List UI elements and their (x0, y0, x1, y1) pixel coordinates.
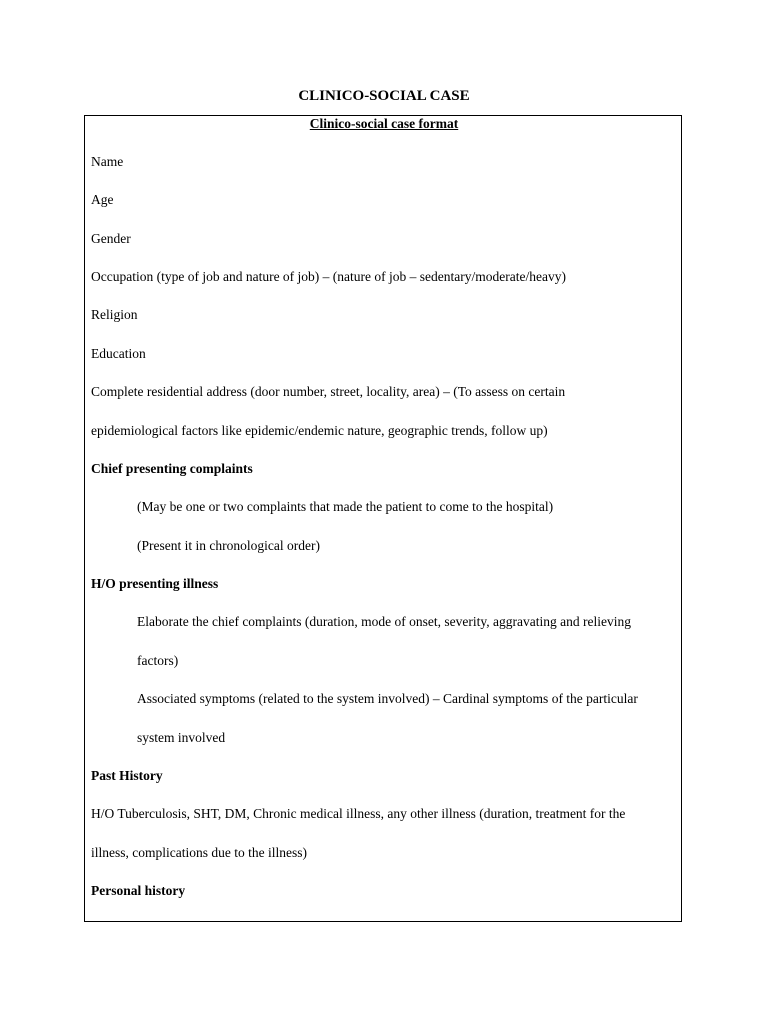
field-name: Name (91, 154, 124, 169)
presenting-illness-associated-line2: system involved (137, 730, 226, 745)
field-address-line1: Complete residential address (door number, street, locality, area) – (To assess on certain (91, 384, 566, 399)
field-gender: Gender (91, 231, 131, 246)
chief-complaints-note1: (May be one or two complaints that made the patient to come to the hospital) (137, 499, 554, 514)
chief-complaints-note2: (Present it in chronological order) (137, 538, 320, 553)
field-religion: Religion (91, 307, 138, 322)
past-history-line2: illness, complications due to the illness) (91, 845, 307, 860)
field-age: Age (91, 192, 114, 207)
field-occupation: Occupation (type of job and nature of job) – (nature of job – sedentary/moderate/heavy) (91, 269, 566, 284)
past-history-heading: Past History (91, 768, 163, 783)
personal-history-heading: Personal history (91, 883, 186, 898)
presenting-illness-heading: H/O presenting illness (91, 576, 219, 591)
format-heading: Clinico-social case format (309, 116, 459, 131)
page-title: CLINICO-SOCIAL CASE (298, 88, 470, 104)
past-history-line1: H/O Tuberculosis, SHT, DM, Chronic medical illness, any other illness (duration, treatment for the (91, 806, 626, 821)
presenting-illness-associated-line1: Associated symptoms (related to the system involved) – Cardinal symptoms of the particular (137, 691, 638, 706)
field-education: Education (91, 346, 146, 361)
presenting-illness-elaborate-line2: factors) (137, 653, 179, 668)
case-format-box (84, 115, 682, 922)
field-address-line2: epidemiological factors like epidemic/endemic nature, geographic trends, follow up) (91, 423, 548, 438)
presenting-illness-elaborate-line1: Elaborate the chief complaints (duration, mode of onset, severity, aggravating and relieving (137, 614, 631, 629)
chief-complaints-heading: Chief presenting complaints (91, 461, 253, 476)
